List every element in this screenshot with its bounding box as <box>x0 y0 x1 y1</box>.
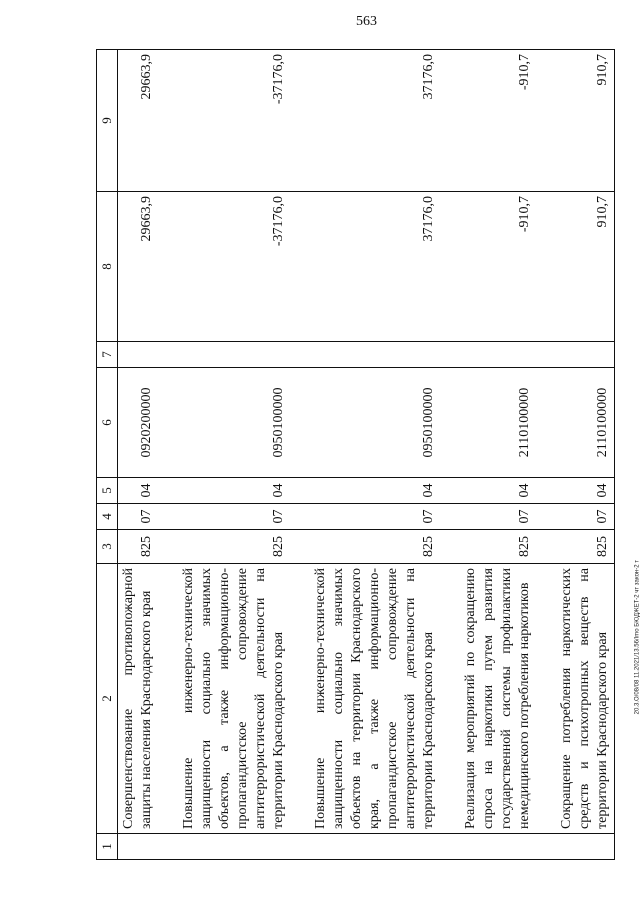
cell-col6: 0950100000 <box>310 368 440 478</box>
cell-col7 <box>178 342 290 368</box>
col-header-5: 5 <box>97 478 118 504</box>
table-row <box>310 50 440 860</box>
cell-col5: 04 <box>460 478 536 504</box>
col-header-3: 3 <box>97 530 118 564</box>
cell-col9: -37176,0 <box>178 50 290 192</box>
col-header-1: 1 <box>97 834 118 860</box>
col-header-7: 7 <box>97 342 118 368</box>
col-header-8: 8 <box>97 192 118 342</box>
cell-col3: 825 <box>178 530 290 564</box>
table-row <box>178 50 290 860</box>
col-header-4: 4 <box>97 504 118 530</box>
cell-col5: 04 <box>556 478 615 504</box>
cell-col9: 37176,0 <box>310 50 440 192</box>
row-spacer <box>536 50 556 860</box>
cell-col7 <box>118 342 159 368</box>
rotated-table-area <box>96 50 616 860</box>
page-number: 563 <box>356 14 377 29</box>
row-description: Повышение инженерно-технической защищенности социально значимых объектов, а также информационно-пропагандистское сопровождение антитеррористической деятельности на территории Краснодарского края <box>178 564 290 834</box>
cell-col5: 04 <box>310 478 440 504</box>
row-description: Повышение инженерно-технической защищенности социально значимых объектов на территории Краснодарского края, а также информационно-пропагандистское сопровождение антитеррористической деятельности на территории Краснодарского края <box>310 564 440 834</box>
cell-col8: -37176,0 <box>178 192 290 342</box>
cell-col3: 825 <box>118 530 159 564</box>
cell-col7 <box>556 342 615 368</box>
footer-document-code: 20.3.O/08/08 11.2021/13.56/Imo БЮДЖЕТ-2 чт закон-2 т <box>634 560 640 715</box>
row-description: Совершенствование противопожарной защиты населения Краснодарского края <box>118 564 159 834</box>
table-row <box>460 50 536 860</box>
cell-col4: 07 <box>460 504 536 530</box>
table-row <box>556 50 615 860</box>
cell-col4: 07 <box>178 504 290 530</box>
cell-col9: 29663,9 <box>118 50 159 192</box>
row-description: Реализация мероприятий по сокращению спроса на наркотики путем развития государственной системы профилактики немедицинского потребления наркотиков <box>460 564 536 834</box>
table-row <box>118 50 159 860</box>
cell-col8: 37176,0 <box>310 192 440 342</box>
row-spacer <box>290 50 310 860</box>
cell-col6: 0950100000 <box>178 368 290 478</box>
cell-col8: 29663,9 <box>118 192 159 342</box>
cell-col9: 910,7 <box>556 50 615 192</box>
cell-col8: 910,7 <box>556 192 615 342</box>
cell-col7 <box>310 342 440 368</box>
cell-col5: 04 <box>178 478 290 504</box>
cell-col3: 825 <box>556 530 615 564</box>
cell-col3: 825 <box>460 530 536 564</box>
row-spacer <box>158 50 178 860</box>
cell-col9: -910,7 <box>460 50 536 192</box>
cell-col5: 04 <box>118 478 159 504</box>
row-description: Сокращение потребления наркотических средств и психотропных веществ на территории Краснодарского края <box>556 564 615 834</box>
budget-table <box>96 49 615 860</box>
cell-col4: 07 <box>556 504 615 530</box>
header-row <box>97 50 118 860</box>
col-header-9: 9 <box>97 50 118 192</box>
cell-col4: 07 <box>310 504 440 530</box>
cell-col8: -910,7 <box>460 192 536 342</box>
cell-col4: 07 <box>118 504 159 530</box>
cell-col3: 825 <box>310 530 440 564</box>
cell-col7 <box>460 342 536 368</box>
col-header-6: 6 <box>97 368 118 478</box>
cell-col6: 0920200000 <box>118 368 159 478</box>
row-spacer <box>440 50 460 860</box>
cell-col6: 2110100000 <box>556 368 615 478</box>
col-header-2: 2 <box>97 564 118 834</box>
cell-col6: 2110100000 <box>460 368 536 478</box>
